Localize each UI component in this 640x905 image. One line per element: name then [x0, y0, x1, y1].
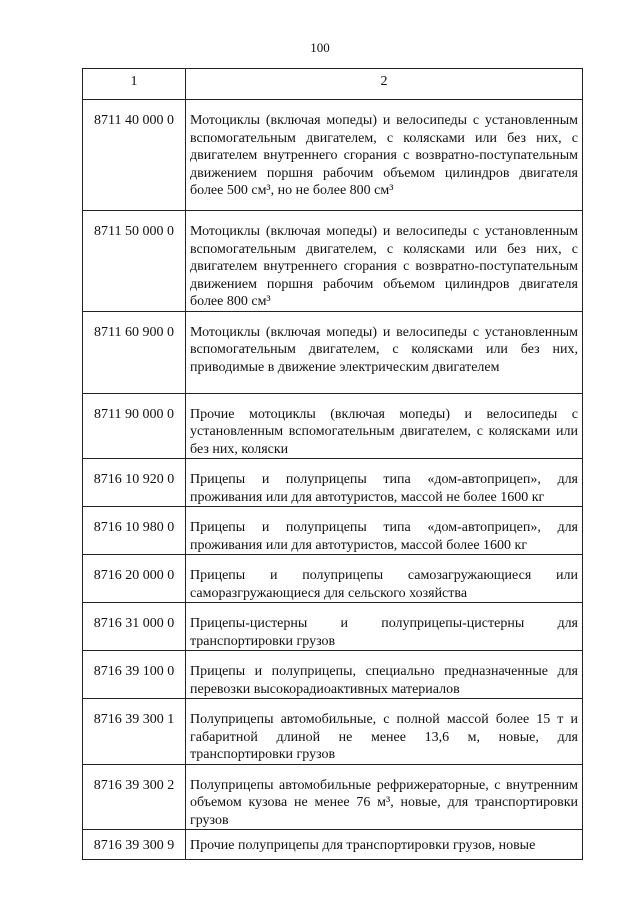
tnved-code: 8716 39 300 1: [83, 699, 186, 765]
tnved-code: 8716 20 000 0: [83, 555, 186, 603]
tnved-code: 8716 10 980 0: [83, 507, 186, 555]
tnved-code: 8716 39 300 2: [83, 764, 186, 830]
goods-description: Прицепы и полуприцепы, специально предназначенные для перевозки высокорадиоактивных материалов: [186, 651, 583, 699]
tariff-code-table: [82, 68, 583, 860]
table-row: [83, 603, 583, 651]
tnved-code: 8711 60 900 0: [83, 311, 186, 393]
goods-description: Прицепы и полуприцепы типа «дом-автоприцеп», для проживания или для автотуристов, массой более 1600 кг: [186, 507, 583, 555]
goods-description: Полуприцепы автомобильные, с полной массой более 15 т и габаритной длиной не менее 13,6 м, новые, для транспортировки грузов: [186, 699, 583, 765]
goods-description: Прицепы и полуприцепы типа «дом-автоприцеп», для проживания или для автотуристов, массой не более 1600 кг: [186, 459, 583, 507]
goods-description: Прочие полуприцепы для транспортировки грузов, новые: [186, 830, 583, 860]
table-row: [83, 459, 583, 507]
table-row: [83, 311, 583, 393]
goods-description: Прицепы-цистерны и полуприцепы-цистерны для транспортировки грузов: [186, 603, 583, 651]
table-row: [83, 651, 583, 699]
table-header-row: [83, 69, 583, 100]
table-row: [83, 211, 583, 312]
table-row: [83, 393, 583, 459]
column-header-code: 1: [83, 69, 186, 100]
goods-description: Прочие мотоциклы (включая мопеды) и велосипеды с установленным вспомогательным двигателем, с колясками или без них, коляски: [186, 393, 583, 459]
page-number: 100: [310, 40, 330, 55]
tnved-code: 8711 90 000 0: [83, 393, 186, 459]
table-row: [83, 555, 583, 603]
table-row: [83, 699, 583, 765]
goods-description: Мотоциклы (включая мопеды) и велосипеды с установленным вспомогательным двигателем, с колясками или без них, с двигателем внутреннего сгорания с возвратно-поступательным движением поршня рабочим объемом цилиндров двигателя более 500 см³, но не более 800 см³: [186, 100, 583, 211]
tnved-code: 8716 39 100 0: [83, 651, 186, 699]
tnved-code: 8716 10 920 0: [83, 459, 186, 507]
tnved-code: 8711 50 000 0: [83, 211, 186, 312]
goods-description: Прицепы и полуприцепы самозагружающиеся или саморазгружающиеся для сельского хозяйства: [186, 555, 583, 603]
tnved-code: 8711 40 000 0: [83, 100, 186, 211]
goods-description: Мотоциклы (включая мопеды) и велосипеды с установленным вспомогательным двигателем, с колясками или без них, с двигателем внутреннего сгорания с возвратно-поступательным движением поршня рабочим объемом цилиндров двигателя более 800 см³: [186, 211, 583, 312]
table-row: [83, 507, 583, 555]
table-row: [83, 830, 583, 860]
tnved-code: 8716 31 000 0: [83, 603, 186, 651]
table-row: [83, 764, 583, 830]
tnved-code: 8716 39 300 9: [83, 830, 186, 860]
goods-description: Полуприцепы автомобильные рефрижераторные, с внутренним объемом кузова не менее 76 м³, новые, для транспортировки грузов: [186, 764, 583, 830]
goods-description: Мотоциклы (включая мопеды) и велосипеды с установленным вспомогательным двигателем, с колясками или без них, приводимые в движение электрическим двигателем: [186, 311, 583, 393]
table-row: [83, 100, 583, 211]
column-header-description: 2: [186, 69, 583, 100]
